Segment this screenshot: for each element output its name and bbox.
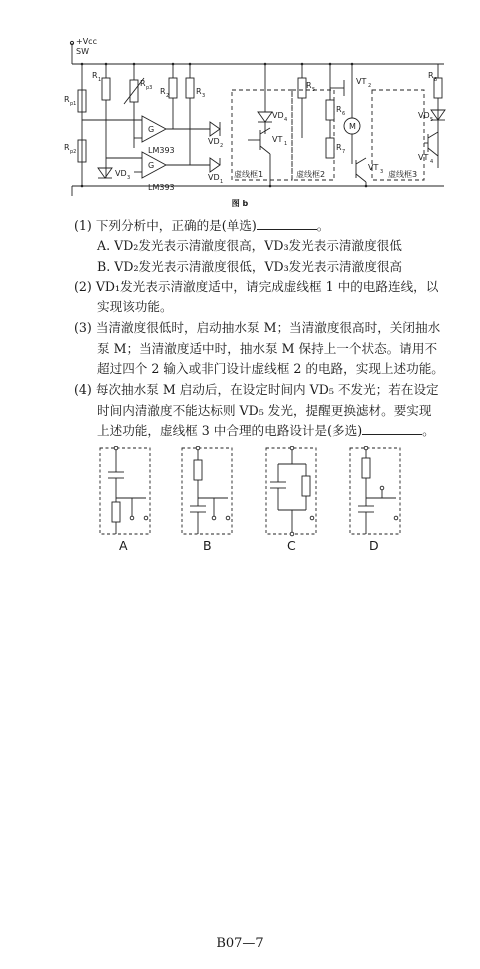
g-label-2: G <box>148 161 155 170</box>
box1-label: 虚线框1 <box>234 170 264 179</box>
r8-label: R <box>428 71 434 80</box>
vd5-label: VD <box>418 111 430 120</box>
vd1-sub: 1 <box>220 179 224 185</box>
r5-label: R <box>306 81 312 90</box>
question-1 <box>74 216 454 237</box>
figure-caption: 图 b <box>231 199 249 208</box>
vd3-sub: 3 <box>127 175 131 181</box>
rp2-sub: p2 <box>70 149 77 155</box>
question-3-line-1: (3) 当清澈度很低时，启动抽水泵 M；当清澈度很高时，关闭抽水 <box>74 320 441 335</box>
question-3-line-3: 超过四个 2 输入或非门设计虚线框 2 的电路，实现上述功能。 <box>97 361 444 376</box>
vd2-label: VD <box>208 137 220 146</box>
option-1b: B. VD₂发光表示清澈度很低，VD₃发光表示清澈度很高 <box>97 259 403 274</box>
question-1-text: (1) 下列分析中，正确的是(单选) <box>74 218 257 233</box>
option-1a: A. VD₂发光表示清澈度很高，VD₃发光表示清澈度很低 <box>97 238 402 253</box>
question-4-line-1: (4) 每次抽水泵 M 启动后，在设定时间内 VD₅ 不发光；若在设定 <box>74 382 439 397</box>
question-4-end: 。 <box>422 423 435 438</box>
vd4-label: VD <box>272 111 284 120</box>
vt4-sub: 4 <box>430 159 434 165</box>
box2-label: 虚线框2 <box>296 170 326 179</box>
r3-sub: 3 <box>202 93 206 99</box>
vt2-sub: 2 <box>368 83 372 89</box>
r6-sub: 6 <box>342 111 346 117</box>
option-label-b[interactable]: B <box>203 538 212 553</box>
vd1-label: VD <box>208 173 220 182</box>
question-2-line-1: (2) VD₁发光表示清澈度适中，请完成虚线框 1 中的电路连线，以 <box>74 279 439 294</box>
vt4-label: VT <box>418 153 429 162</box>
vcc-label: +Vcc <box>76 38 97 46</box>
option-label-d[interactable]: D <box>369 538 379 553</box>
lm393-label-1: LM393 <box>148 146 175 155</box>
page-footer: B07—7 <box>216 936 264 951</box>
vt2-label: VT <box>356 77 367 86</box>
r2-sub: 2 <box>166 93 170 99</box>
rp3-label: R <box>140 79 146 88</box>
vt3-label: VT <box>368 163 379 172</box>
rp3-sub: p3 <box>146 85 153 91</box>
vt1-label: VT <box>272 135 283 144</box>
vt1-sub: 1 <box>284 141 288 147</box>
vd4-sub: 4 <box>284 117 288 123</box>
r5-sub: 5 <box>312 87 316 93</box>
vd2-sub: 2 <box>220 143 224 149</box>
vt3-sub: 3 <box>380 169 384 175</box>
answer-blank-1[interactable] <box>257 217 317 230</box>
r2-label: R <box>160 87 166 96</box>
r1-label: R <box>92 71 98 80</box>
question-4-line-2: 时间内清澈度不能达标则 VD₅ 发光，提醒更换滤材。要实现 <box>97 403 432 418</box>
g-label-1: G <box>148 125 155 134</box>
rp2-label: R <box>64 143 70 152</box>
rp1-label: R <box>64 95 70 104</box>
question-3-line-2: 泵 M；当清澈度适中时，抽水泵 M 保持上一个状态。请用不 <box>97 341 438 356</box>
question-4-text: 上述功能，虚线框 3 中合理的电路设计是(多选) <box>97 423 363 438</box>
r8-sub: 8 <box>434 77 438 83</box>
rp1-sub: p1 <box>70 101 77 107</box>
vd3-label: VD <box>115 169 127 178</box>
box3-label: 虚线框3 <box>388 170 418 179</box>
option-label-a[interactable]: A <box>119 538 128 553</box>
sw-label: SW <box>76 47 89 56</box>
r7-sub: 7 <box>342 149 346 155</box>
question-4-line-3 <box>97 421 477 442</box>
lm393-label-2: LM393 <box>148 183 175 192</box>
r7-label: R <box>336 143 342 152</box>
circuit-diagram <box>60 38 450 208</box>
vd5-sub: 5 <box>430 117 434 123</box>
question-2-line-2: 实现该功能。 <box>97 299 173 314</box>
option-label-c[interactable]: C <box>287 538 296 553</box>
r6-label: R <box>336 105 342 114</box>
motor-label: M <box>349 122 356 131</box>
r3-label: R <box>196 87 202 96</box>
question-1-end: 。 <box>316 218 330 233</box>
answer-blank-4[interactable] <box>362 422 422 435</box>
r1-sub: 1 <box>98 77 102 83</box>
